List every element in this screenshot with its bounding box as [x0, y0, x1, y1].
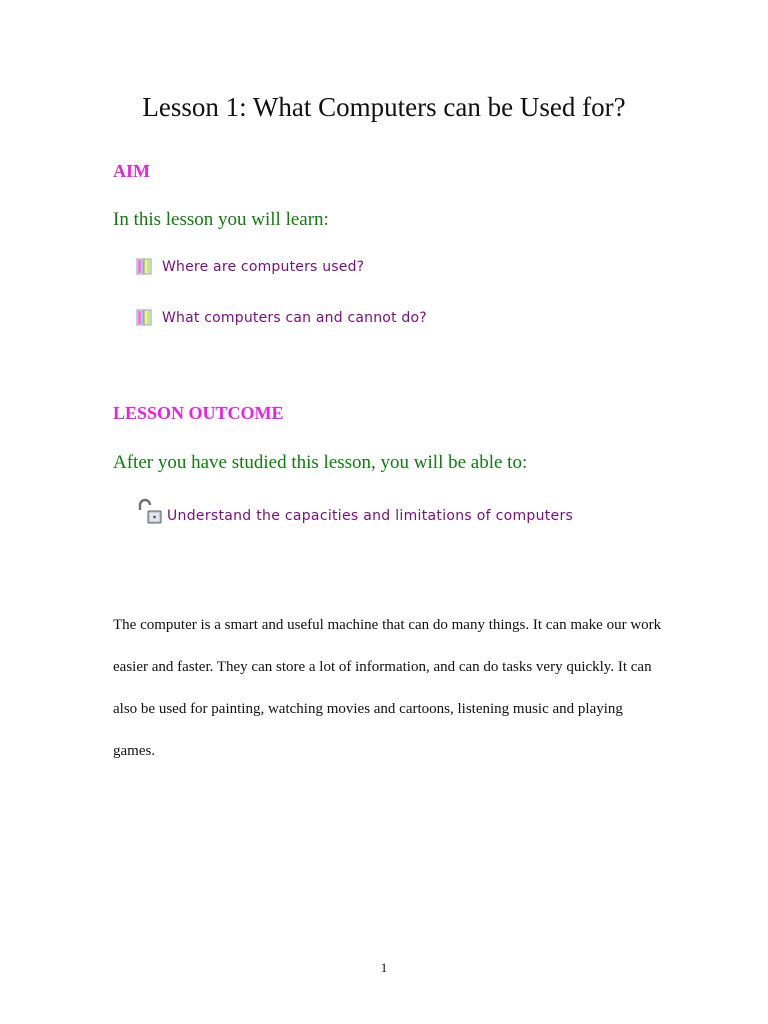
outcome-list-item — [137, 497, 573, 527]
aim-list-item-label: Where are computers used? — [162, 258, 365, 275]
page-number: 1 — [380, 960, 388, 975]
lesson-outcome-heading: LESSON OUTCOME — [113, 403, 284, 423]
aim-list-item-label: What computers can and cannot do? — [162, 309, 427, 326]
aim-list-item — [136, 309, 427, 326]
aim-list-item — [136, 258, 364, 275]
book-icon — [136, 309, 152, 326]
book-icon — [136, 258, 152, 275]
outcome-intro: After you have studied this lesson, you will be able to: — [113, 452, 528, 473]
unlocked-padlock-icon — [137, 497, 165, 527]
aim-heading: AIM — [113, 161, 150, 181]
outcome-list-item-label: Understand the capacities and limitations of computers — [167, 508, 574, 524]
body-paragraph: The computer is a smart and useful machine that can do many things. It can make our work easier and faster. They can store a lot of information, and can do tasks very quickly. It can also be used for painting, watching movies and cartoons, listening music and playing games. — [113, 617, 662, 759]
aim-intro: In this lesson you will learn: — [113, 209, 329, 230]
page-title: Lesson 1: What Computers can be Used for? — [142, 92, 626, 122]
